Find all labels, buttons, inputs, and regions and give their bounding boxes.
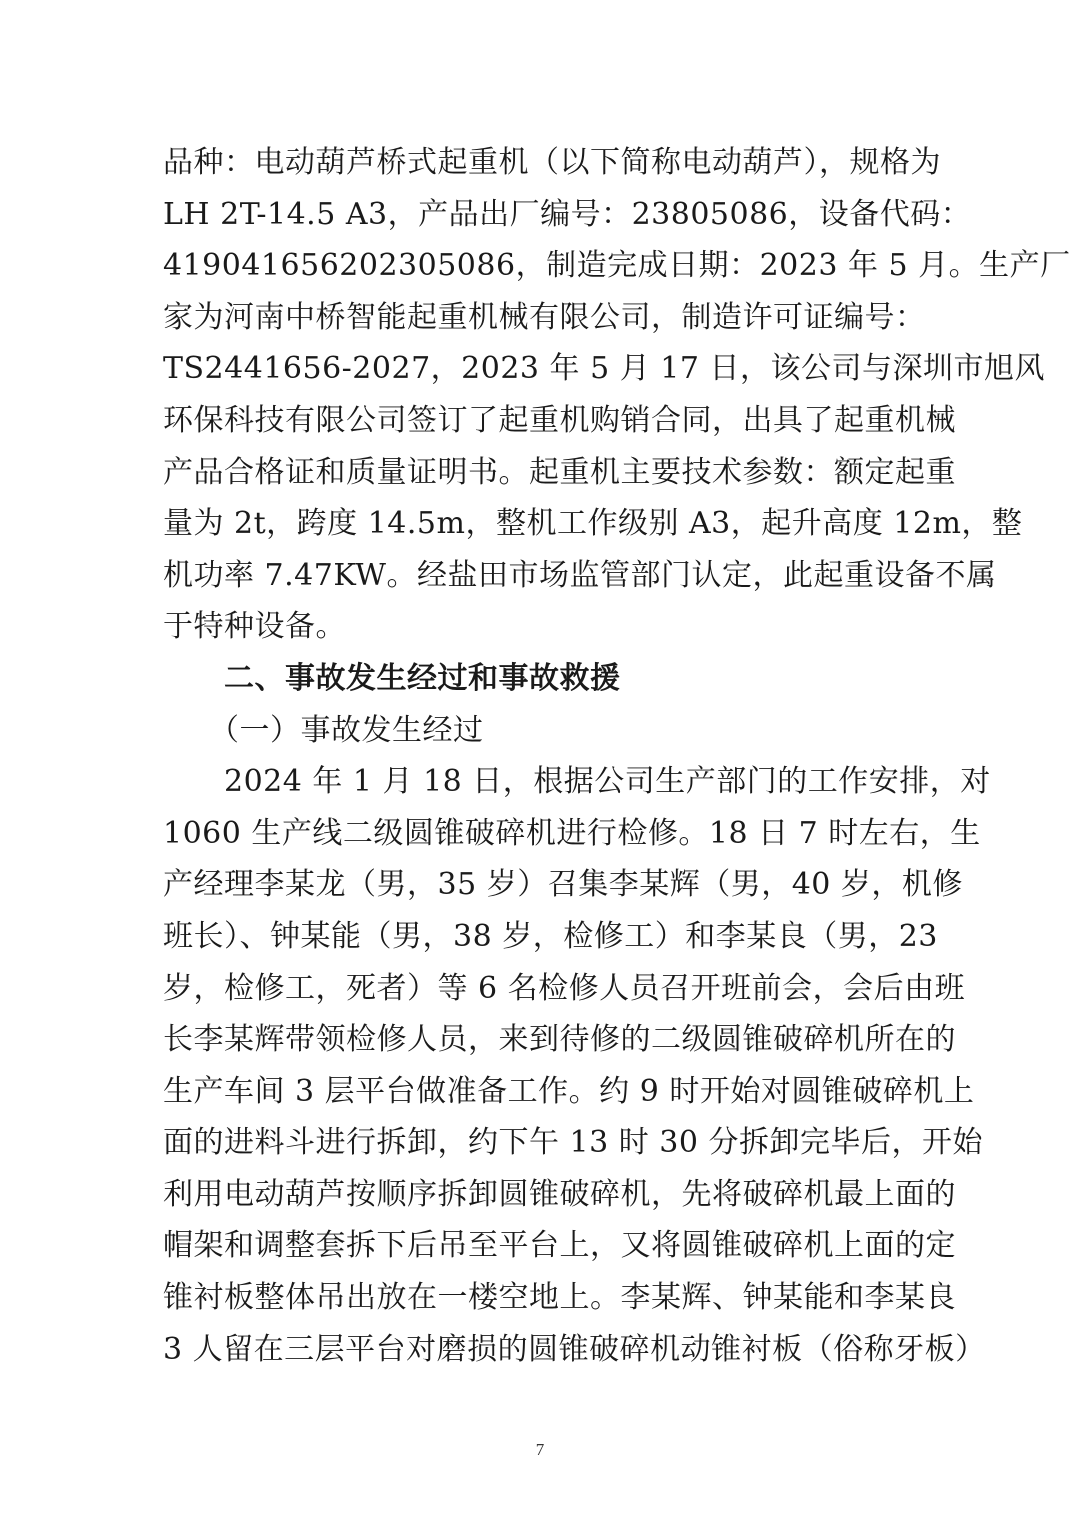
text-line: 锥衬板整体吊出放在一楼空地上。李某辉、钟某能和李某良 xyxy=(163,1280,956,1316)
section-heading: 二、事故发生经过和事故救援 xyxy=(163,660,621,696)
text-line: LH 2T-14.5 A3，产品出厂编号：23805086，设备代码： xyxy=(163,196,972,232)
text-line: 品种：电动葫芦桥式起重机（以下简称电动葫芦），规格为 xyxy=(163,145,941,180)
text-line: 家为河南中桥智能起重机械有限公司，制造许可证编号： xyxy=(163,299,926,335)
text-line: 量为 2t，跨度 14.5m，整机工作级别 A3，起升高度 12m，整 xyxy=(163,506,1023,542)
text-line: 2024 年 1 月 18 日，根据公司生产部门的工作安排，对 xyxy=(163,764,991,800)
text-line: 3 人留在三层平台对磨损的圆锥破碎机动锥衬板（俗称牙板） xyxy=(163,1331,986,1367)
text-line: 419041656202305086，制造完成日期：2023 年 5 月。生产厂 xyxy=(163,248,1071,284)
subsection-heading: （一）事故发生经过 xyxy=(163,712,484,748)
document-body xyxy=(163,137,1071,1375)
page-number: 7 xyxy=(535,1440,545,1459)
text-line: 产经理李某龙（男，35 岁）召集李某辉（男，40 岁，机修 xyxy=(163,867,963,903)
text-line: 产品合格证和质量证明书。起重机主要技术参数：额定起重 xyxy=(163,454,956,490)
text-line: TS2441656-2027，2023 年 5 月 17 日，该公司与深圳市旭风 xyxy=(163,351,1045,387)
text-line: 面的进料斗进行拆卸，约下午 13 时 30 分拆卸完毕后，开始 xyxy=(163,1125,983,1161)
text-line: 环保科技有限公司签订了起重机购销合同，出具了起重机械 xyxy=(163,402,956,438)
text-line: 班长）、钟某能（男，38 岁，检修工）和李某良（男，23 xyxy=(163,918,938,954)
text-line: 1060 生产线二级圆锥破碎机进行检修。18 日 7 时左右，生 xyxy=(163,815,981,851)
text-line: 生产车间 3 层平台做准备工作。约 9 时开始对圆锥破碎机上 xyxy=(163,1073,975,1109)
text-line: 机功率 7.47KW。经盐田市场监管部门认定，此起重设备不属 xyxy=(163,557,997,593)
text-line: 帽架和调整套拆下后吊至平台上，又将圆锥破碎机上面的定 xyxy=(163,1228,956,1264)
text-line: 长李某辉带领检修人员，来到待修的二级圆锥破碎机所在的 xyxy=(163,1022,956,1058)
text-line: 于特种设备。 xyxy=(163,609,346,645)
text-line: 岁，检修工，死者）等 6 名检修人员召开班前会，会后由班 xyxy=(163,970,966,1006)
text-line: 利用电动葫芦按顺序拆卸圆锥破碎机，先将破碎机最上面的 xyxy=(163,1176,956,1212)
